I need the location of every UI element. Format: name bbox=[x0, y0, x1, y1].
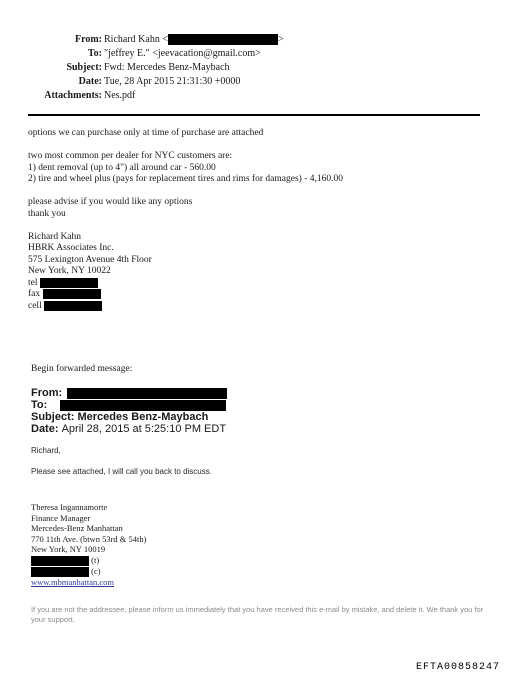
signature2-phone-t-row bbox=[31, 555, 146, 566]
redaction-block bbox=[31, 567, 89, 577]
forwarded-to-label: To: bbox=[31, 399, 48, 411]
signature-address2: New York, NY 10022 bbox=[28, 266, 111, 276]
header-attachments-value[interactable]: Nes.pdf bbox=[104, 90, 136, 101]
forwarded-date-row bbox=[31, 423, 226, 436]
forwarded-from-label: From: bbox=[31, 387, 63, 399]
signature2-company: Mercedes-Benz Manhattan bbox=[31, 523, 123, 533]
header-divider bbox=[28, 114, 480, 116]
message-body bbox=[28, 128, 343, 312]
message-line: 2) tire and wheel plus (pays for replacement tires and rims for damages) - 4,160.00 bbox=[28, 174, 343, 184]
footer-disclaimer: If you are not the addressee, please inform us immediately that you have received this e-mail by mistake, and delete it. We thank you for your support. bbox=[31, 605, 484, 624]
message-line: please advise if you would like any options bbox=[28, 197, 193, 207]
forwarded-body: Please see attached, I will call you back to discuss. bbox=[31, 467, 212, 476]
message-line: two most common per dealer for NYC customers are: bbox=[28, 151, 233, 161]
redaction-block bbox=[60, 400, 226, 411]
message-line: options we can purchase only at time of purchase are attached bbox=[28, 128, 264, 138]
signature2-address2: New York, NY 10019 bbox=[31, 544, 106, 554]
signature-fax-row bbox=[28, 289, 343, 301]
signature-address1: 575 Lexington Avenue 4th Floor bbox=[28, 254, 152, 265]
header-subject-value: Fwd: Mercedes Benz-Maybach bbox=[104, 62, 230, 73]
forwarded-date-label: Date: bbox=[31, 423, 59, 435]
redaction-block bbox=[31, 556, 89, 566]
header-attachments-label: Attachments: bbox=[44, 90, 102, 101]
header-subject-label: Subject: bbox=[66, 62, 102, 73]
header-to-value: "jeffrey E." <jeevacation@gmail.com> bbox=[104, 48, 261, 59]
forwarded-subject-value: Mercedes Benz-Maybach bbox=[77, 411, 209, 423]
signature2-block bbox=[31, 502, 146, 587]
header-from-tail: > bbox=[277, 34, 284, 45]
signature2-phone-t: (t) bbox=[91, 554, 100, 565]
signature2-title: Finance Manager bbox=[31, 512, 91, 523]
signature-fax-label: fax bbox=[28, 289, 41, 300]
header-from-label: From: bbox=[74, 34, 102, 45]
signature-tel-row bbox=[28, 278, 343, 290]
signature2-phone-c: (c) bbox=[91, 565, 101, 576]
signature-cell-row bbox=[28, 301, 343, 313]
header-to-label: To: bbox=[87, 48, 102, 59]
signature2-address1: 770 11th Ave. (btwn 53rd & 54th) bbox=[31, 533, 147, 544]
signature-cell-label: cell bbox=[28, 300, 42, 311]
header-from-name: Richard Kahn < bbox=[104, 34, 168, 45]
redaction-block bbox=[43, 289, 101, 299]
header-date-value: Tue, 28 Apr 2015 21:31:30 +0000 bbox=[104, 76, 241, 87]
forwarded-subject-label: Subject: bbox=[31, 411, 75, 423]
message-line: 1) dent removal (up to 4") all around car - 560.00 bbox=[28, 162, 216, 173]
redaction-block bbox=[67, 388, 227, 399]
signature2-name: Theresa Ingannamorte bbox=[31, 502, 108, 512]
message-line: thank you bbox=[28, 208, 66, 219]
redaction-block bbox=[40, 278, 98, 288]
signature-name: Richard Kahn bbox=[28, 231, 82, 242]
header-from-value bbox=[104, 33, 284, 47]
header-date-label: Date: bbox=[78, 76, 102, 87]
forwarded-date-value: April 28, 2015 at 5:25:10 PM EDT bbox=[61, 423, 227, 435]
forwarded-intro: Begin forwarded message: bbox=[31, 364, 133, 374]
redaction-block bbox=[44, 301, 102, 311]
signature2-website-link[interactable]: www.mbmanhattan.com bbox=[31, 576, 115, 587]
signature-tel-label: tel bbox=[28, 277, 38, 288]
document-stamp: EFTA00858247 bbox=[415, 662, 500, 673]
forwarded-greeting: Richard, bbox=[31, 446, 61, 455]
signature2-phone-c-row bbox=[31, 566, 146, 577]
redaction-block bbox=[168, 34, 278, 45]
signature-company: HBRK Associates Inc. bbox=[28, 243, 114, 253]
